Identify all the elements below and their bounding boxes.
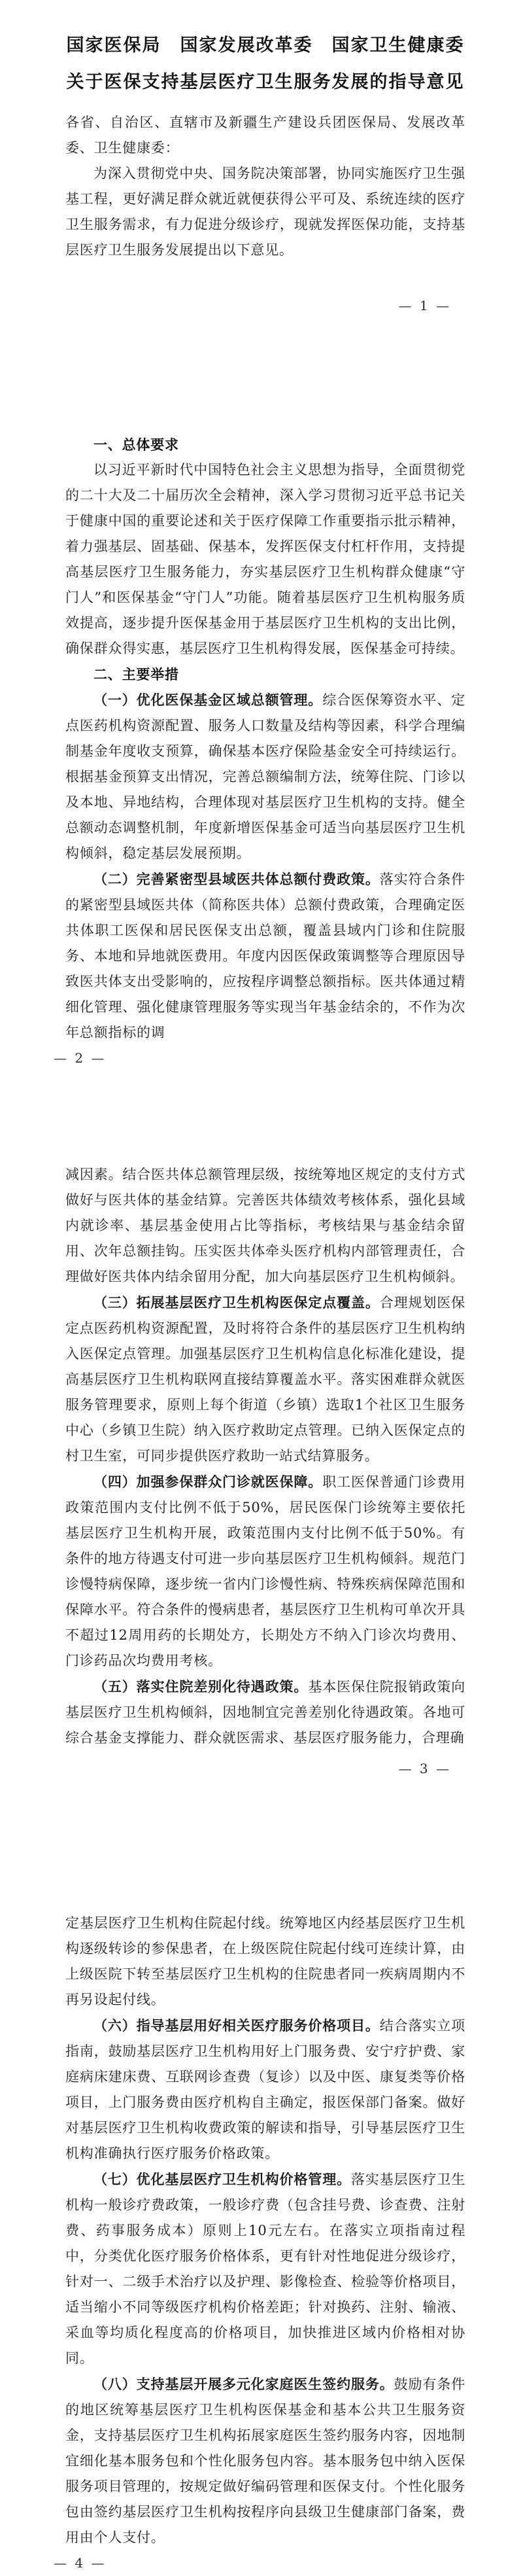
document-page-2 (0, 432, 523, 1162)
section-heading-1: 一、总体要求 (93, 436, 179, 453)
measure-item-2-part-2: 减因素。结合医共体总额管理层级，按统筹地区规定的支付方式做好与医共体的基金结算。完善医共体绩效考核体系，强化县域内就诊率、基层基金使用占比等指标，考核结果与基金结余留用、次年总额挂钩。压实医共体牵头医疗机构内部管理责任，合理做好医共体内结余留用分配，加大向基层医疗卫生机构倾斜。 (65, 1167, 465, 1284)
page-number-2: — 2 — (54, 1050, 107, 1066)
page-2-body (65, 432, 465, 1046)
measure-item-1-lead: （一）优化医保基金区域总额管理。 (93, 692, 323, 708)
measure-item-7-lead: （七）优化基层医疗卫生机构价格管理。 (93, 2171, 351, 2187)
document-page-3 (0, 1162, 523, 1911)
measure-item-3: （三）拓展基层医疗卫生机构医保定点覆盖。合理规划医保定点医药机构资源配置，及时将符合条件的基层医疗卫生机构纳入医保定点管理。加强基层医疗卫生机构信息化标准化建设，提高基层医疗卫生机构联网直接结算覆盖水平。落实困难群众就医服务管理要求，原则上每个街道（乡镇）选取1个社区卫生服务中心（乡镇卫生院）纳入医疗救助定点管理。已纳入医保定点的村卫生室，可同步提供医疗救助一站式结算服务。 (65, 1294, 465, 1464)
document-page-4 (0, 1911, 523, 2569)
page-number-1: — 1 — (398, 298, 451, 313)
page-number-4: — 4 — (54, 2555, 107, 2571)
measure-item-4-lead: （四）加强参保群众门诊就医保障。 (93, 1473, 323, 1490)
salutation: 各省、自治区、直辖市及新疆生产建设兵团医保局、发展改革委、卫生健康委： (65, 115, 465, 156)
measure-item-8-lead: （八）支持基层开展多元化家庭医生签约服务。 (93, 2376, 394, 2392)
measure-item-5-part-2: 定基层医疗卫生机构住院起付线。统筹地区内经基层医疗卫生机构逐级转诊的参保患者，在上级医院住院起付线可连续计算，由上级医院下转至基层医疗卫生机构的住院患者同一疾病周期内不再另设起付线。 (65, 1915, 465, 2007)
document-title-line-1: 国家医保局 国家发展改革委 国家卫生健康委 (66, 35, 465, 56)
measure-item-8: （八）支持基层开展多元化家庭医生签约服务。鼓励有条件的地区统筹基层医疗卫生机构医保基金和基本公共卫生服务资金，支持基层医疗卫生机构拓展家庭医生签约服务内容，因地制宜细化基本服务包和个性化服务包内容。基本服务包中纳入医保服务项目管理的，按规定做好编码管理和医保支付。个性化服务包由签约基层医疗卫生机构按程序向县级卫生健康部门备案，费用由个人支付。 (65, 2376, 465, 2545)
measure-item-2-part-1-lead: （二）完善紧密型县域医共体总额付费政策。 (93, 871, 380, 887)
measure-item-3-lead: （三）拓展基层医疗卫生机构医保定点覆盖。 (93, 1294, 380, 1311)
section-heading-2: 二、主要举措 (93, 666, 179, 682)
document-page-1 (0, 0, 523, 432)
measure-item-1: （一）优化医保基金区域总额管理。综合医保筹资水平、定点医药机构资源配置、服务人口数量及结构等因素，科学合理编制基金年度收支预算，确保基本医疗保险基金安全可持续运行。根据基金预算支出情况，完善总额编制方法，统筹住院、门诊以及本地、异地结构，合理体现对基层医疗卫生机构的支持。健全总额动态调整机制，年度新增医保基金可适当向基层医疗卫生机构倾斜，稳定基层发展预期。 (65, 692, 465, 861)
measure-item-6-lead: （六）指导基层用好相关医疗服务价格项目。 (93, 2017, 380, 2034)
page-1-body (65, 110, 465, 263)
document-title-line-2: 关于医保支持基层医疗卫生服务发展的指导意见 (66, 72, 465, 92)
measure-item-6: （六）指导基层用好相关医疗服务价格项目。结合落实立项指南，鼓励基层医疗卫生机构用好上门服务费、安宁疗护费、家庭病床建床费、互联网诊查费（复诊）以及中医、康复类等价格项目，上门服务费由医疗机构自主确定，报医保部门备案。做好对基层医疗卫生机构收费政策的解读和指导，引导基层医疗卫生机构准确执行医疗服务价格政策。 (65, 2017, 465, 2161)
measure-item-5-part-1: （五）落实住院差别化待遇政策。基本医保住院报销政策向基层医疗卫生机构倾斜，因地制宜完善差别化待遇政策。各地可综合基金支撑能力、群众就医需求、基层医疗服务能力，合理确 (65, 1678, 465, 1746)
page-3-body (65, 1162, 465, 1751)
measure-item-7: （七）优化基层医疗卫生机构价格管理。落实基层医疗卫生机构一般诊疗费政策，一般诊疗费（包含挂号费、诊查费、注射费、药事服务成本）原则上10元左右。在落实立项指南过程中，分类优化医疗服务价格体系，更有针对性地促进分级诊疗，针对一、二级手术治疗以及护理、影像检查、检验等价格项目，适当缩小不同等级医疗机构价格差距；针对换药、注射、输液、采血等均质化程度高的价格项目，加快推进区域内价格相对协同。 (65, 2171, 465, 2366)
general-requirements-paragraph: 以习近平新时代中国特色社会主义思想为指导，全面贯彻党的二十大及二十届历次全会精神，深入学习贯彻习近平总书记关于健康中国的重要论述和关于医疗保障工作重要指示批示精神，着力强基层、固基础、保基本，发挥医保支付杠杆作用，支持提高基层医疗卫生服务能力，夯实基层医疗卫生机构群众健康“守门人”和医保基金“守门人”功能。随着基层医疗卫生机构服务质效提高，逐步提升医保基金用于基层医疗卫生机构的支出比例，确保群众得实惠，基层医疗卫生机构得发展，医保基金可持续。 (65, 462, 465, 656)
intro-paragraph: 为深入贯彻党中央、国务院决策部署，协同实施医疗卫生强基工程，更好满足群众就近就便获得公平可及、系统连续的医疗卫生服务需求，有力促进分级诊疗，现就发挥医保功能，支持基层医疗卫生服务发展提出以下意见。 (65, 166, 465, 258)
page-number-3: — 3 — (398, 1761, 451, 1776)
measure-item-4: （四）加强参保群众门诊就医保障。职工医保普通门诊费用政策范围内支付比例不低于50%，居民医保门诊统筹主要依托基层医疗卫生机构开展，政策范围内支付比例不低于50%。有条件的地方待遇支付可进一步向基层医疗卫生机构倾斜。规范门诊慢特病保障，逐步统一省内门诊慢性病、特殊疾病保障范围和保障水平。符合条件的慢病患者，基层医疗卫生机构可单次开具不超过12周用药的长期处方，长期处方不纳入门诊次均费用、门诊药品次均费用考核。 (65, 1473, 465, 1668)
measure-item-5-part-1-lead: （五）落实住院差别化待遇政策。 (93, 1678, 309, 1695)
measure-item-2-part-1: （二）完善紧密型县域医共体总额付费政策。落实符合条件的紧密型县域医共体（简称医共体）总额付费政策，合理确定医共体职工医保和居民医保支出总额，覆盖县域内门诊和住院服务、本地和异地就医费用。年度内因医保政策调整等合理原因导致医共体支出受影响的，应按程序调整总额指标。医共体通过精细化管理、强化健康管理服务等实现当年基金结余的，不作为次年总额指标的调 (65, 871, 465, 1040)
page-4-body (65, 1911, 465, 2550)
